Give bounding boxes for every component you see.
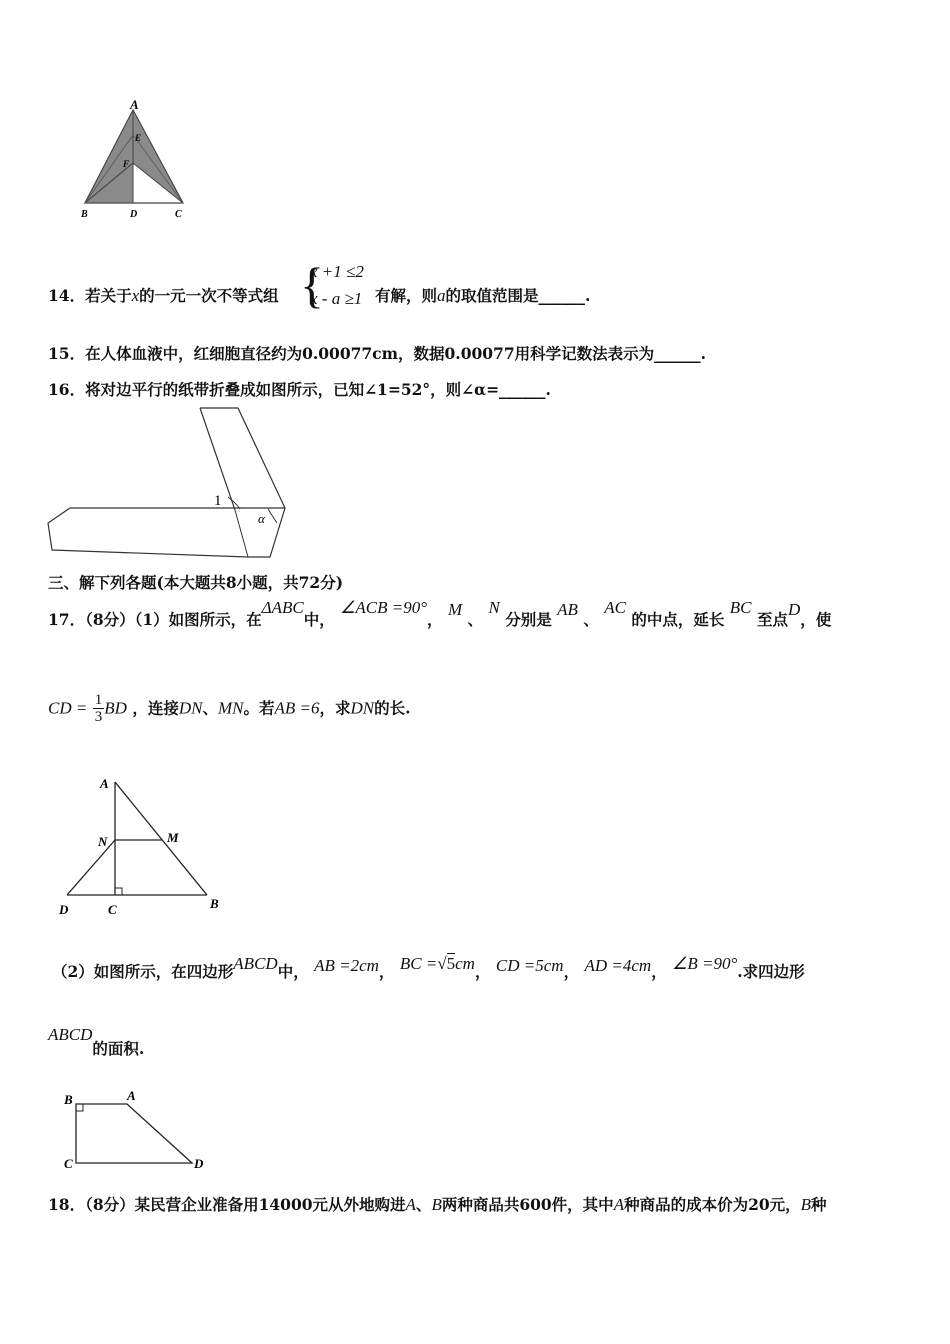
q17-triangle: ΔABC bbox=[261, 598, 304, 617]
fig16-label-alpha: α bbox=[258, 511, 265, 526]
q17-mn: MN bbox=[217, 698, 244, 718]
q17-ruo: 。若 bbox=[243, 698, 275, 718]
frac-denominator: 3 bbox=[94, 709, 103, 725]
q17-2-ab: AB =2cm bbox=[314, 956, 379, 975]
inequality-system bbox=[300, 257, 380, 314]
q17-sep3: 、 bbox=[202, 698, 218, 718]
q14-mid: 的一元一次不等式组 bbox=[139, 286, 279, 305]
left-brace: { bbox=[300, 257, 324, 313]
q17-connect: ，连接 bbox=[132, 698, 179, 718]
folded-strip-figure-16 bbox=[40, 405, 300, 565]
q17-2-abcd: ABCD bbox=[233, 954, 278, 973]
fig13-label-b: B bbox=[81, 209, 88, 220]
question-14 bbox=[48, 286, 279, 306]
question-15: 15．在人体血液中，红细胞直径约为0.00077cm，数据0.00077用科学记数法表示为______. bbox=[48, 344, 707, 363]
q14-suffix2: 的取值范围是______. bbox=[445, 286, 591, 305]
q17-2-c1: ， bbox=[378, 962, 395, 981]
q18-text3: 种商品的成本价为20元， bbox=[624, 1195, 801, 1214]
q17-dechang: 的长. bbox=[374, 698, 411, 718]
q17-midpoint: 的中点，延长 bbox=[631, 610, 725, 629]
q14-var-a: a bbox=[437, 286, 446, 305]
q17-zhidian: 至点 bbox=[756, 610, 788, 629]
q14-var-x: x bbox=[131, 286, 140, 305]
fig17-2-label-c: C bbox=[64, 1156, 73, 1171]
q18-b: B bbox=[431, 1195, 442, 1214]
q17-fenbie: 分别是 bbox=[505, 610, 552, 629]
fraction-one-third bbox=[93, 692, 105, 725]
q18-sep: 、 bbox=[415, 1195, 432, 1214]
q17-2-bc-pre: BC = bbox=[399, 954, 438, 973]
q17-shi: ，使 bbox=[800, 610, 832, 629]
fig17-2-label-b: B bbox=[64, 1092, 73, 1107]
q17-2-abcd2: ABCD bbox=[48, 1025, 93, 1044]
q17-2-ad: AD =4cm bbox=[584, 956, 652, 975]
q17-sep1: 、 bbox=[467, 610, 484, 629]
question-14-suffix bbox=[375, 286, 590, 306]
q17-ab6: AB =6 bbox=[274, 698, 320, 718]
fig17-label-d: D bbox=[59, 902, 69, 917]
q17-bd: BD bbox=[104, 698, 127, 718]
q18-text2: 两种商品共600件，其中 bbox=[441, 1195, 614, 1214]
q14-suffix1: 有解，则 bbox=[375, 286, 438, 305]
q17-2-c2: ， bbox=[474, 962, 491, 981]
quadrilateral-figure-17-2 bbox=[60, 1088, 220, 1183]
question-17-part-2-line-2 bbox=[48, 1025, 145, 1058]
section-3-title: 三、解下列各题(本大题共8小题，共72分) bbox=[48, 573, 344, 592]
question-17-line-2 bbox=[48, 692, 411, 725]
q17-2-cd: CD =5cm bbox=[495, 956, 564, 975]
q17-bc: BC bbox=[729, 598, 752, 617]
q17-2-sqrt-arg: 5 bbox=[446, 954, 456, 973]
q17-ac: AC bbox=[604, 598, 626, 617]
q17-num: 17．（8分）（1）如图所示，在 bbox=[48, 610, 262, 629]
frac-numerator: 1 bbox=[94, 692, 103, 708]
question-16: 16．将对边平行的纸带折叠成如图所示，已知∠1=52°，则∠α=______. bbox=[48, 380, 551, 399]
q14-prefix: 14．若关于 bbox=[48, 286, 132, 305]
q18-a2: A bbox=[613, 1195, 625, 1214]
q17-sep2: 、 bbox=[583, 610, 599, 629]
q17-2-area: 的面积. bbox=[92, 1039, 145, 1058]
inequality-line-2: x - a ≥1 bbox=[310, 289, 363, 308]
q17-angle: ∠ACB =90° bbox=[340, 598, 428, 617]
q17-m: M bbox=[447, 600, 463, 619]
triangle-figure-13 bbox=[75, 97, 200, 225]
fig13-label-d: D bbox=[130, 209, 138, 220]
question-17-part-2 bbox=[52, 954, 912, 981]
fig13-label-a: A bbox=[130, 97, 139, 112]
fig17-label-b: B bbox=[210, 896, 219, 911]
q17-d: D bbox=[787, 600, 801, 619]
fig17-label-c: C bbox=[108, 902, 117, 917]
q17-2-angle-b: ∠B =90° bbox=[672, 954, 738, 973]
fig17-label-a: A bbox=[100, 776, 109, 791]
fig17-2-label-a: A bbox=[127, 1088, 136, 1103]
q17-2-zhong: 中， bbox=[277, 962, 309, 981]
triangle-figure-17 bbox=[55, 770, 235, 920]
q18-text1: 18．（8分）某民营企业准备用14000元从外地购进 bbox=[48, 1195, 406, 1214]
q17-2-intro: （2）如图所示，在四边形 bbox=[52, 962, 234, 981]
fig13-label-e: E bbox=[135, 133, 142, 143]
question-18 bbox=[48, 1195, 827, 1215]
q17-n: N bbox=[488, 598, 500, 617]
q17-ab: AB bbox=[557, 600, 578, 619]
q17-2-c3: ， bbox=[563, 962, 580, 981]
sqrt-symbol: √ bbox=[437, 954, 447, 973]
fig17-label-m: M bbox=[167, 830, 179, 845]
question-17-line-1 bbox=[48, 598, 918, 629]
inequality-line-1: x +1 ≤2 bbox=[310, 262, 364, 281]
q18-text4: 种 bbox=[811, 1195, 827, 1214]
q17-dn: DN bbox=[178, 698, 203, 718]
q18-a: A bbox=[405, 1195, 416, 1214]
q18-b2: B bbox=[800, 1195, 812, 1214]
fig13-label-c: C bbox=[175, 209, 182, 220]
q17-cd-lhs: CD = bbox=[48, 698, 88, 718]
q17-2-c4: ， bbox=[651, 962, 667, 981]
q17-2-qiu: .求四边形 bbox=[737, 962, 805, 981]
fig17-label-n: N bbox=[98, 834, 108, 849]
fig13-label-f: F bbox=[123, 159, 130, 169]
q17-comma1: ， bbox=[427, 610, 443, 629]
q17-dn2: DN bbox=[350, 698, 375, 718]
q17-in: 中， bbox=[303, 610, 335, 629]
fig16-label-one: 1 bbox=[214, 493, 222, 509]
q17-qiu: ，求 bbox=[319, 698, 351, 718]
fig17-2-label-d: D bbox=[194, 1156, 204, 1171]
q17-2-bc-unit: cm bbox=[455, 954, 475, 973]
